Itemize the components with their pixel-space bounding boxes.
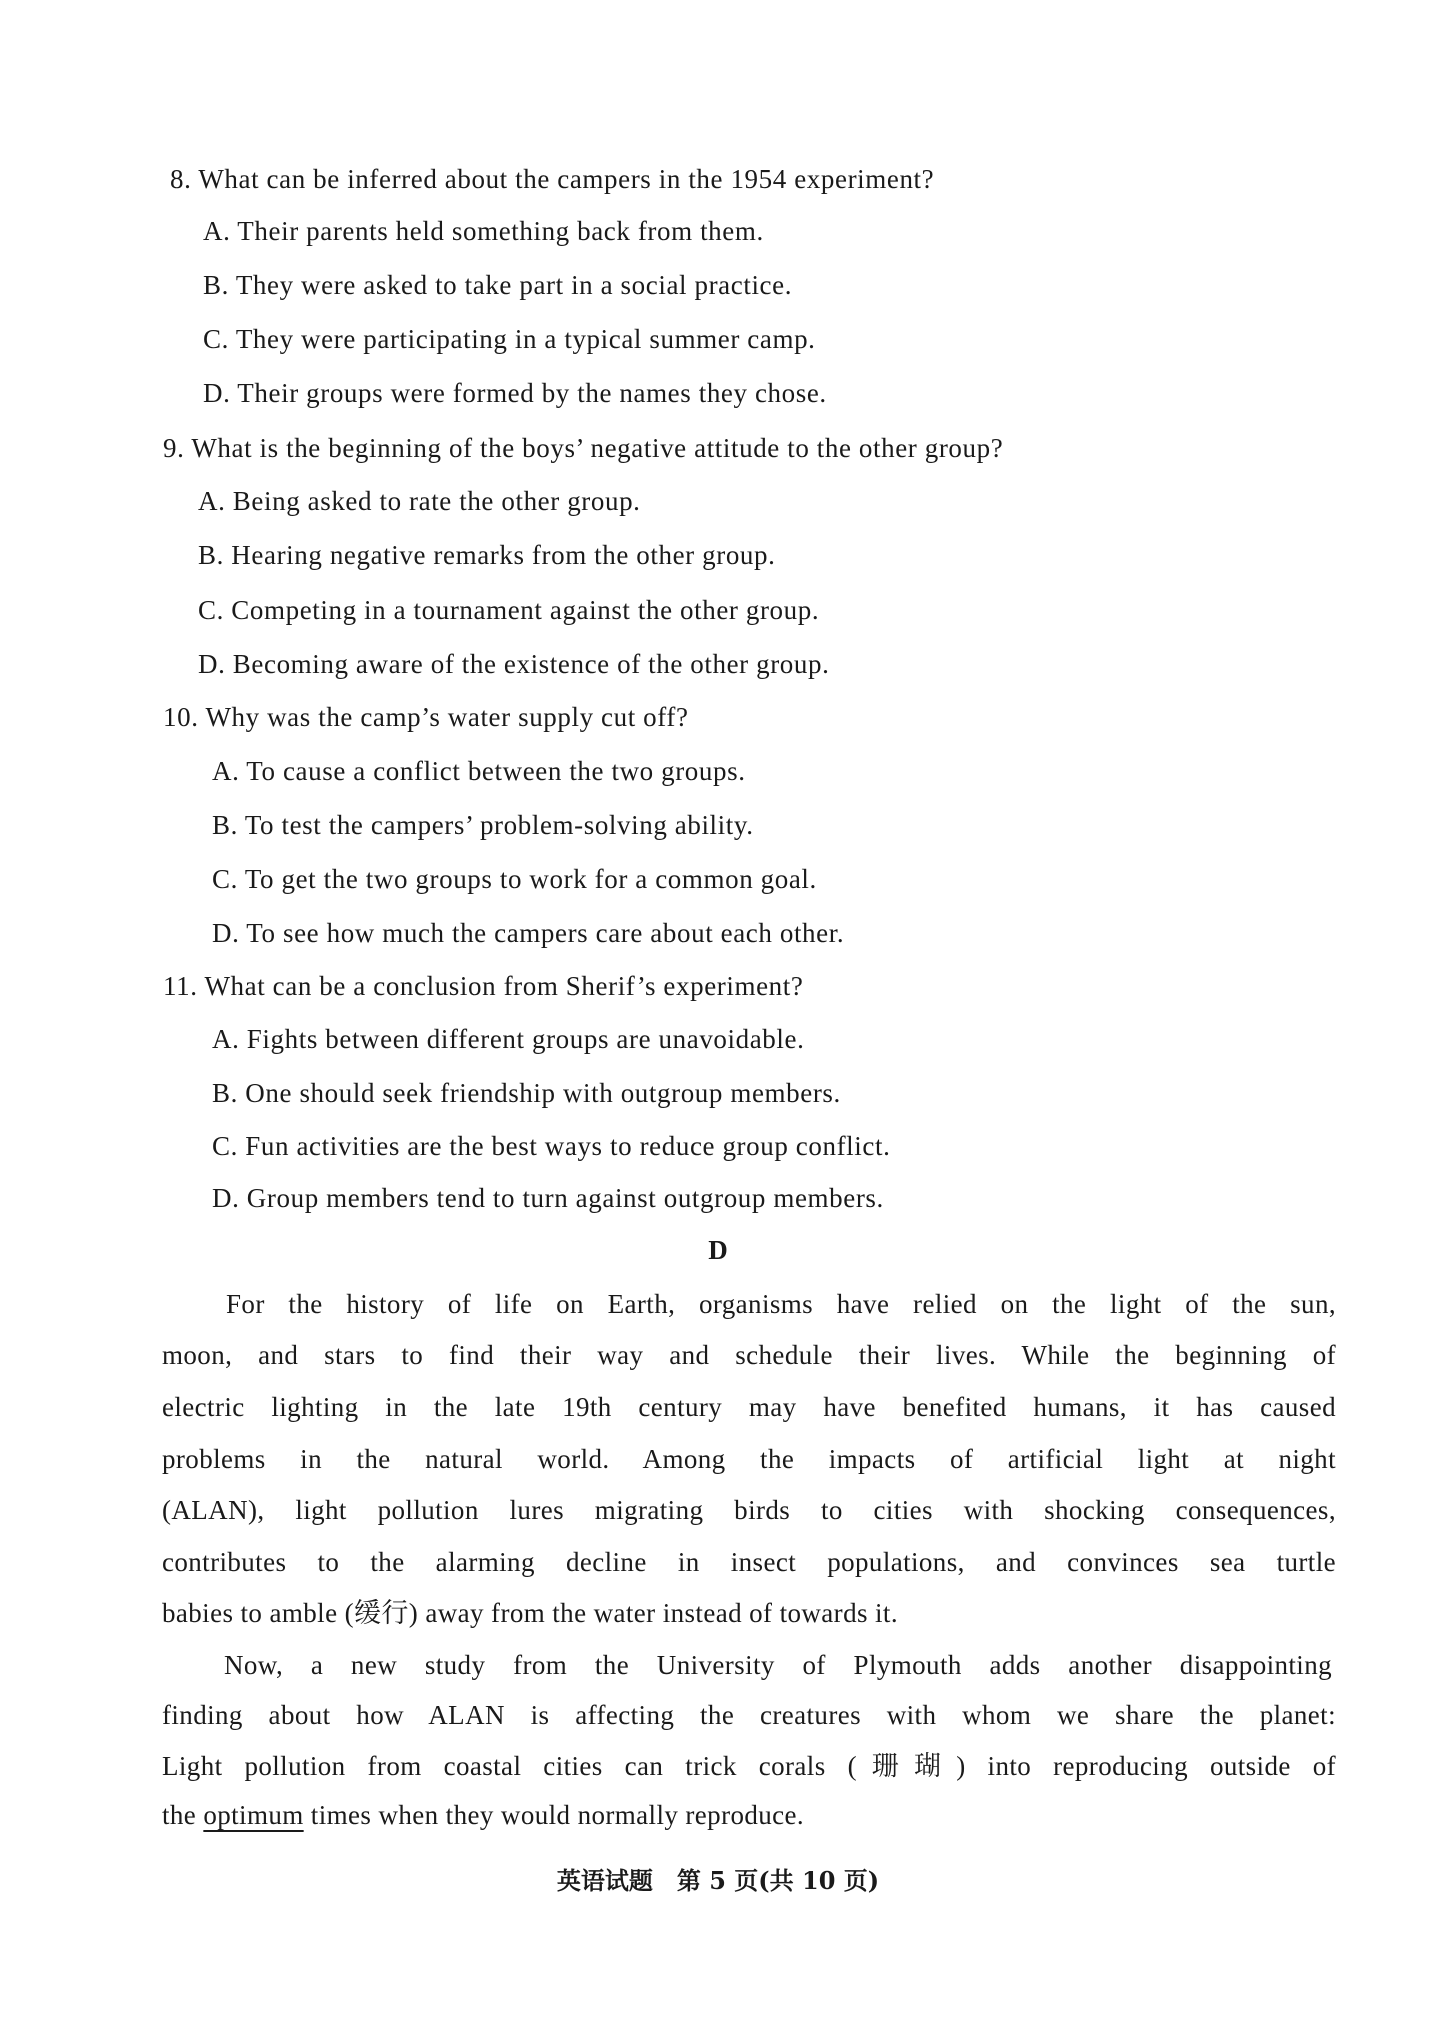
question-11-stem: 11. What can be a conclusion from Sherif’s experiment? xyxy=(163,971,804,1001)
question-8-option-b: B. They were asked to take part in a social practice. xyxy=(203,270,793,300)
question-10-option-d: D. To see how much the campers care about each other. xyxy=(212,918,845,948)
passage-line: contributes to the alarming decline in insect populations, and convinces sea turtle xyxy=(162,1547,1336,1577)
question-11-option-d: D. Group members tend to turn against outgroup members. xyxy=(212,1183,884,1213)
passage-line: electric lighting in the late 19th century may have benefited humans, it has caused xyxy=(162,1392,1336,1422)
passage-line: finding about how ALAN is affecting the creatures with whom we share the planet: xyxy=(162,1700,1336,1730)
question-10-option-b: B. To test the campers’ problem-solving ability. xyxy=(212,810,754,840)
question-8-option-d: D. Their groups were formed by the names they chose. xyxy=(203,378,827,408)
question-10-option-c: C. To get the two groups to work for a common goal. xyxy=(212,864,817,894)
question-10-option-a: A. To cause a conflict between the two groups. xyxy=(212,756,746,786)
section-heading: D xyxy=(708,1235,728,1265)
question-8-option-c: C. They were participating in a typical summer camp. xyxy=(203,324,816,354)
passage-line: the optimum times when they would normally reproduce. xyxy=(162,1800,805,1830)
question-9-option-b: B. Hearing negative remarks from the other group. xyxy=(198,540,776,570)
underlined-word: optimum xyxy=(203,1800,304,1830)
page-footer: 英语试题 第 5 页(共 10 页) xyxy=(556,1866,880,1895)
question-9-option-a: A. Being asked to rate the other group. xyxy=(198,486,641,516)
passage-line: problems in the natural world. Among the impacts of artificial light at night xyxy=(162,1444,1336,1474)
question-8-option-a: A. Their parents held something back from them. xyxy=(203,216,764,246)
passage-line: moon, and stars to find their way and schedule their lives. While the beginning of xyxy=(162,1340,1336,1370)
question-11-option-b: B. One should seek friendship with outgroup members. xyxy=(212,1078,841,1108)
passage-line: Now, a new study from the University of Plymouth adds another disappointing xyxy=(224,1650,1332,1680)
question-11-option-a: A. Fights between different groups are unavoidable. xyxy=(212,1024,805,1054)
passage-line: Light pollution from coastal cities can trick corals (珊瑚) into reproducing outside of xyxy=(162,1751,1336,1781)
question-11-option-c: C. Fun activities are the best ways to reduce group conflict. xyxy=(212,1131,891,1161)
question-9-option-c: C. Competing in a tournament against the other group. xyxy=(198,595,820,625)
question-8-stem: 8. What can be inferred about the campers in the 1954 experiment? xyxy=(170,164,935,194)
question-9-stem: 9. What is the beginning of the boys’ negative attitude to the other group? xyxy=(163,433,1004,463)
passage-line: babies to amble (缓行) away from the water instead of towards it. xyxy=(162,1598,898,1628)
question-10-stem: 10. Why was the camp’s water supply cut off? xyxy=(163,702,689,732)
question-9-option-d: D. Becoming aware of the existence of the other group. xyxy=(198,649,830,679)
passage-line: (ALAN), light pollution lures migrating birds to cities with shocking consequences, xyxy=(162,1495,1336,1525)
passage-line: For the history of life on Earth, organisms have relied on the light of the sun, xyxy=(226,1289,1336,1319)
